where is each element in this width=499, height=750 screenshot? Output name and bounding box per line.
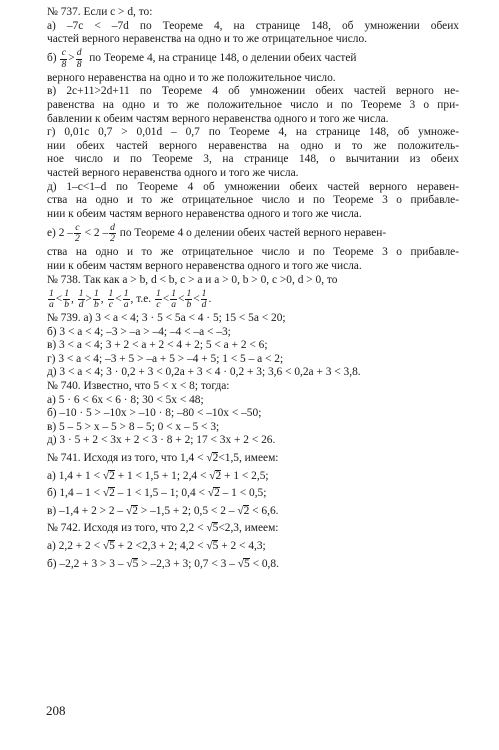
exercise-741-a: а) 1,4 + 1 < √2 + 1 < 1,5 + 1; 2,4 < √2 + 1 < 2,5; [47,469,269,482]
exercise-741-header: № 741. Исходя из того, что 1,4 < √2<1,5, имеем: [47,452,279,465]
exercise-739-c: в) 3 < a < 4; 3 + 2 < a + 2 < 4 + 2; 5 < a + 2 < 6; [47,339,268,352]
fraction: $\frac{c}{2}$ [74,221,80,245]
exercise-737-c-line3: бавлении к обеим частям верного неравенства одного и того же числа. [47,112,389,125]
fraction: $\frac{1}{a}$ [123,287,129,311]
exercise-742-header: № 742. Исходя из того, что 2,2 < √5<2,3, имеем: [47,522,279,535]
fraction: $\frac{1}{d}$ [201,287,207,311]
exercise-740-header: № 740. Известно, что 5 < x < 8; тогда: [47,380,230,393]
exercise-740-d: д) 3 · 5 + 2 < 3x + 2 < 3 · 8 + 2; 17 < 3x + 2 < 26. [47,434,276,447]
exercise-742-b: б) –2,2 + 3 > 3 – √5 > –2,3 + 3; 0,7 < 3 – √5 < 0,8. [47,557,279,570]
fraction: $\frac{1}{b}$ [64,287,70,311]
fraction: $\frac{1}{a}$ [49,287,54,311]
exercise-740-b: б) –10 · 5 > –10x > –10 · 8; –80 < –10x < –50; [47,407,262,420]
fraction: $\frac{1}{c}$ [108,287,114,311]
exercise-737-c-line2: равенства на одно и то же положительное число и по Теореме 3 о при- [47,98,459,111]
fraction: $\frac{d}{2}$ [110,221,115,245]
exercise-742-a: а) 2,2 + 2 < √5 + 2 <2,3 + 2; 4,2 < √5 + 2 < 4,3; [47,540,266,552]
exercise-740-a: а) 5 · 6 < 6x < 6 · 8; 30 < 5x < 48; [47,393,204,406]
solutions-text [47,6,459,571]
exercise-737-a-line2: частей верного неравенства на одно и то же отрицательное число. [47,33,368,46]
page-number: 208 [46,703,66,718]
exercise-739-d: г) 3 < a < 4; –3 + 5 > –a + 5 > –4 + 5; 1 < 5 – a < 2; [47,352,284,365]
exercise-737-d-line2: нии обеих частей верного неравенства на одно и то же положитель- [47,139,459,152]
exercise-737-b-formula: б) $\frac{c}{8}$ > $\frac{d}{8}$ по Теореме 4, на странице 148, о делении обеих частей [47,47,357,70]
exercise-739-b: б) 3 < a < 4; –3 > –a > –4; –4 < –a < –3; [47,325,231,338]
exercise-737-c-line1: в) 2c+11>2d+11 по Теореме 4 об умножении обеих частей верного не- [47,85,459,98]
exercise-740-c: в) 5 – 5 > x – 5 > 8 – 5; 0 < x – 5 < 3; [47,420,220,433]
exercise-741-b: б) 1,4 – 1 < √2 – 1 < 1,5 – 1; 0,4 < √2 – 1 < 0,5; [47,487,267,500]
exercise-738-formula: $\frac{1}{a}$ < $\frac{1}{b}$ , $\frac{1}{d}$ > $\frac{1}{b}$ , $\frac{1}{c}$ < $\frac{1}{a}$ , т.е. $\frac{1}{c}$ < $\frac{1}{a}$ < $\frac{1}{b}$ < $\frac{1}{d}$ . [49,287,212,311]
exercise-737-e-line3: нии к обеим частям верного неравенства одного и того же числа. [47,207,362,220]
fraction: $\frac{1}{a}$ [171,287,176,311]
fraction: $\frac{1}{b}$ [186,287,192,311]
fraction: $\frac{1}{d}$ [78,287,84,311]
exercise-737-header: № 737. Если c > d, то: [47,6,153,18]
item-label: б) [47,52,57,65]
exercise-739-header: № 739. а) 3 < a < 4; 3 · 5 < 5a < 4 · 5; 15 < 5a < 20; [47,312,286,325]
fraction: $\frac{1}{b}$ [93,287,99,311]
exercise-737-d-line4: частей верного неравенства одного и того же числа. [47,166,299,179]
exercise-737-e-line1: д) 1–c<1–d по Теореме 4 об умножении обеих частей верного неравен- [47,180,459,193]
exercise-737-d-line3: ное число и по Теореме 3, на странице 148, о вычитании из обеих [47,153,459,166]
exercise-741-c: в) –1,4 + 2 > 2 – √2 > –1,5 + 2; 0,5 < 2 – √2 < 6,6. [47,504,279,517]
exercise-737-b-line2: верного неравенства на одно и то же положительное число. [47,71,336,84]
exercise-737-a-line1: а) –7c < –7d по Теореме 4, на странице 148, об умножении обеих [47,19,459,32]
fraction: $\frac{1}{c}$ [155,287,161,311]
exercise-737-e-line2: ства на одно и то же отрицательное число и по Теореме 3 о прибавле- [47,194,459,207]
fraction: $\frac{d}{8}$ [76,47,82,70]
fraction: $\frac{c}{8}$ [61,47,67,70]
exercise-739-e: д) 3 < a < 4; 3 · 0,2 + 3 < 0,2a + 3 < 4 · 0,2 + 3; 3,6 < 0,2a + 3 < 3,8. [47,366,361,379]
exercise-737-f-line2: ства на одно и то же отрицательное число и по Теореме 3 о прибавле- [47,246,459,259]
exercise-737-f-formula: е) 2 – $\frac{c}{2}$ < 2 – $\frac{d}{2}$ по Теореме 4 о делении обеих частей верного неравен- [47,221,387,245]
exercise-737-f-line3: нии к обеим частям верного неравенства одного и того же числа. [47,259,362,272]
exercise-737-d-line1: г) 0,01c 0,7 > 0,01d – 0,7 по Теореме 4, на странице 148, об умноже- [47,126,459,139]
exercise-738-header: № 738. Так как a > b, d < b, c > a и a > 0, b > 0, c >0, d > 0, то [47,273,338,286]
